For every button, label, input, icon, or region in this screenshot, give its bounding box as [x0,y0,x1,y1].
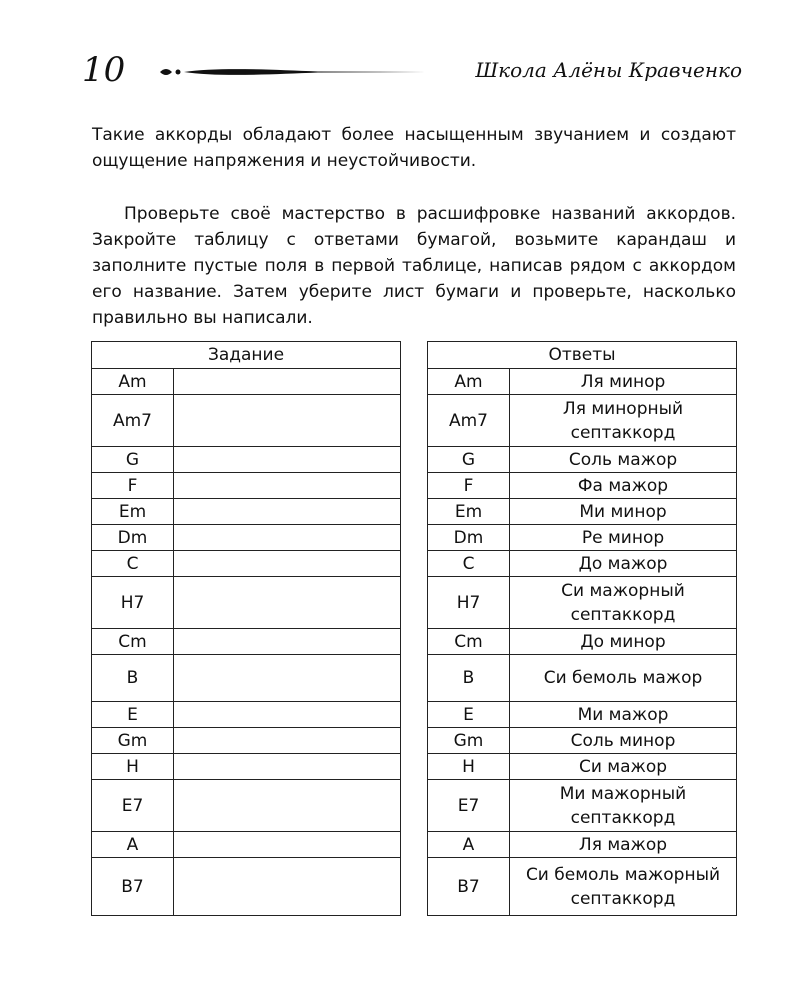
answer-chord: E7 [428,780,510,832]
task-chord: Am7 [92,395,174,447]
task-chord: F [92,473,174,499]
answer-chord: Gm [428,728,510,754]
task-answer-field[interactable] [174,447,401,473]
task-answer-field[interactable] [174,780,401,832]
answer-chord: C [428,551,510,577]
answer-chord-name: Фа мажор [510,473,737,499]
answer-chord: Am7 [428,395,510,447]
answer-chord-name: Ми мажор [510,702,737,728]
task-answer-field[interactable] [174,499,401,525]
task-answer-field[interactable] [174,702,401,728]
answer-chord: Am [428,369,510,395]
answer-chord: Cm [428,629,510,655]
answer-table [427,341,737,916]
task-answer-field[interactable] [174,728,401,754]
answer-chord: F [428,473,510,499]
task-answer-field[interactable] [174,551,401,577]
decorative-rule-icon [158,64,428,80]
answer-chord: H [428,754,510,780]
task-answer-field[interactable] [174,369,401,395]
task-chord: A [92,832,174,858]
answer-chord-name: Си бемоль мажор [510,655,737,702]
answer-chord-name: Ля минор [510,369,737,395]
task-chord: B7 [92,858,174,916]
answer-chord: Em [428,499,510,525]
answer-chord-name: Ля минорный септаккорд [510,395,737,447]
task-answer-field[interactable] [174,832,401,858]
answer-chord-name: До мажор [510,551,737,577]
task-chord: E7 [92,780,174,832]
task-chord: B [92,655,174,702]
answer-chord-name: Си мажорный септаккорд [510,577,737,629]
answer-chord-name: Соль минор [510,728,737,754]
task-chord: C [92,551,174,577]
paragraph-intro: Такие аккорды обладают более насыщенным звучанием и создают ощущение напряжения и неустойчивости. [92,125,736,171]
task-answer-field[interactable] [174,754,401,780]
answer-chord-name: Ре минор [510,525,737,551]
answer-chord-name: Си мажор [510,754,737,780]
answer-chord-name: Ми мажорный септаккорд [510,780,737,832]
task-chord: H7 [92,577,174,629]
answer-chord-name: До минор [510,629,737,655]
answer-chord-name: Ля мажор [510,832,737,858]
task-table-header: Задание [92,342,401,369]
answer-chord-name: Ми минор [510,499,737,525]
task-answer-field[interactable] [174,655,401,702]
task-answer-field[interactable] [174,525,401,551]
task-answer-field[interactable] [174,395,401,447]
answer-chord: H7 [428,577,510,629]
task-answer-field[interactable] [174,629,401,655]
task-chord: Em [92,499,174,525]
answer-chord-name: Си бемоль мажорный септаккорд [510,858,737,916]
task-chord: H [92,754,174,780]
answer-table-header: Ответы [428,342,737,369]
task-chord: Cm [92,629,174,655]
answer-chord-name: Соль мажор [510,447,737,473]
running-title: Школа Алёны Кравченко [475,58,742,82]
answer-chord: B7 [428,858,510,916]
task-answer-field[interactable] [174,473,401,499]
page-header [0,0,800,110]
answer-chord: B [428,655,510,702]
task-chord: Am [92,369,174,395]
task-answer-field[interactable] [174,577,401,629]
answer-chord: Dm [428,525,510,551]
task-chord: E [92,702,174,728]
task-chord: Dm [92,525,174,551]
answer-chord: A [428,832,510,858]
task-chord: G [92,447,174,473]
task-answer-field[interactable] [174,858,401,916]
task-table [91,341,401,916]
answer-chord: E [428,702,510,728]
page-number: 10 [82,50,126,90]
task-chord: Gm [92,728,174,754]
answer-chord: G [428,447,510,473]
paragraph-instructions: Проверьте своё мастерство в расшифровке названий аккордов. Закройте таблицу с ответами бумагой, возьмите карандаш и заполните пустые поля в первой таблице, написав рядом с аккордом его название. Затем уберите лист бумаги и проверьте, насколько правильно вы написали. [92,204,736,328]
